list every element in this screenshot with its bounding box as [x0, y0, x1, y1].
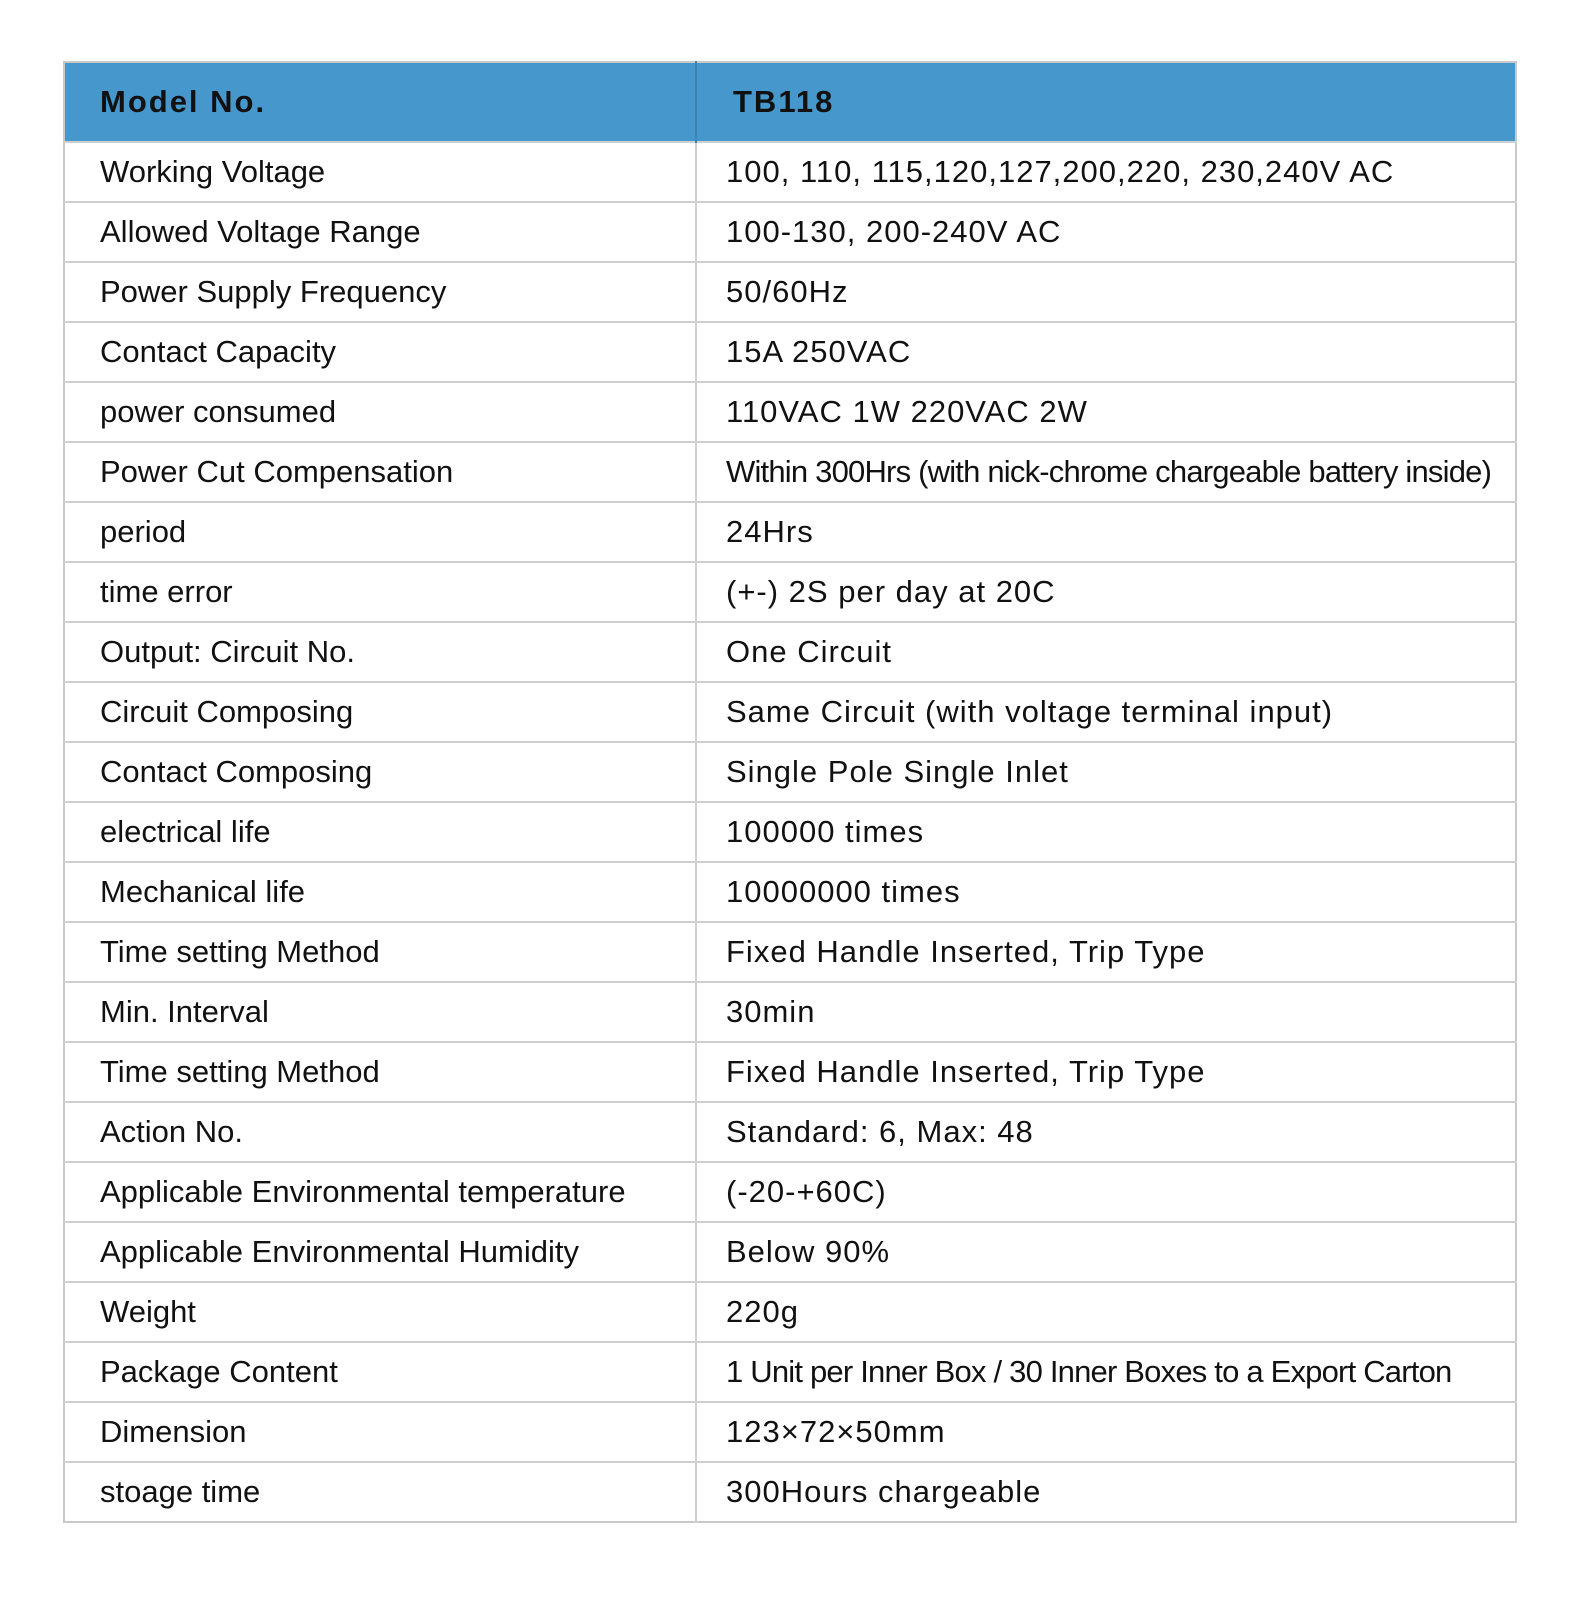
model-no-value: TB118 [696, 62, 1516, 142]
spec-label: Weight [64, 1282, 696, 1342]
spec-label: Contact Capacity [64, 322, 696, 382]
spec-value: 10000000 times [696, 862, 1516, 922]
spec-label: Power Supply Frequency [64, 262, 696, 322]
spec-value: (+-) 2S per day at 20C [696, 562, 1516, 622]
table-row [64, 742, 1516, 802]
spec-value: Same Circuit (with voltage terminal input) [696, 682, 1516, 742]
table-row [64, 802, 1516, 862]
table-row [64, 262, 1516, 322]
table-row [64, 1282, 1516, 1342]
spec-label: Power Cut Compensation [64, 442, 696, 502]
spec-value: Within 300Hrs (with nick-chrome chargeable battery inside) [696, 442, 1516, 502]
table-row [64, 1222, 1516, 1282]
spec-value: Single Pole Single Inlet [696, 742, 1516, 802]
table-row [64, 442, 1516, 502]
spec-table [63, 61, 1517, 1523]
spec-value: One Circuit [696, 622, 1516, 682]
spec-value: 300Hours chargeable [696, 1462, 1516, 1522]
spec-value: 110VAC 1W 220VAC 2W [696, 382, 1516, 442]
table-row [64, 1102, 1516, 1162]
table-row [64, 562, 1516, 622]
spec-label: Mechanical life [64, 862, 696, 922]
spec-label: Working Voltage [64, 142, 696, 202]
spec-value: 30min [696, 982, 1516, 1042]
spec-label: Applicable Environmental temperature [64, 1162, 696, 1222]
spec-label: stoage time [64, 1462, 696, 1522]
table-row [64, 1462, 1516, 1522]
spec-label: electrical life [64, 802, 696, 862]
spec-label: Time setting Method [64, 922, 696, 982]
model-no-label: Model No. [64, 62, 696, 142]
table-row [64, 1402, 1516, 1462]
spec-table-header [64, 62, 1516, 142]
table-row [64, 922, 1516, 982]
spec-value: 24Hrs [696, 502, 1516, 562]
spec-value: 15A 250VAC [696, 322, 1516, 382]
table-row [64, 322, 1516, 382]
spec-label: Output: Circuit No. [64, 622, 696, 682]
spec-label: Min. Interval [64, 982, 696, 1042]
table-row [64, 202, 1516, 262]
table-row [64, 502, 1516, 562]
spec-value: Fixed Handle Inserted, Trip Type [696, 922, 1516, 982]
spec-value: 220g [696, 1282, 1516, 1342]
spec-value: 50/60Hz [696, 262, 1516, 322]
spec-label: Time setting Method [64, 1042, 696, 1102]
spec-value: 100-130, 200-240V AC [696, 202, 1516, 262]
spec-label: Allowed Voltage Range [64, 202, 696, 262]
header-row [64, 62, 1516, 142]
table-row [64, 1042, 1516, 1102]
spec-label: time error [64, 562, 696, 622]
table-row [64, 682, 1516, 742]
spec-value: 100, 110, 115,120,127,200,220, 230,240V AC [696, 142, 1516, 202]
spec-label: Package Content [64, 1342, 696, 1402]
spec-value: Fixed Handle Inserted, Trip Type [696, 1042, 1516, 1102]
spec-value: 1 Unit per Inner Box / 30 Inner Boxes to a Export Carton [696, 1342, 1516, 1402]
spec-label: power consumed [64, 382, 696, 442]
spec-label: period [64, 502, 696, 562]
spec-value: Below 90% [696, 1222, 1516, 1282]
table-row [64, 982, 1516, 1042]
spec-table-body [64, 142, 1516, 1522]
spec-value: 100000 times [696, 802, 1516, 862]
spec-label: Action No. [64, 1102, 696, 1162]
spec-label: Circuit Composing [64, 682, 696, 742]
spec-value: 123×72×50mm [696, 1402, 1516, 1462]
table-row [64, 142, 1516, 202]
spec-value: (-20-+60C) [696, 1162, 1516, 1222]
table-row [64, 1342, 1516, 1402]
spec-label: Dimension [64, 1402, 696, 1462]
table-row [64, 382, 1516, 442]
spec-label: Contact Composing [64, 742, 696, 802]
table-row [64, 1162, 1516, 1222]
table-row [64, 862, 1516, 922]
spec-label: Applicable Environmental Humidity [64, 1222, 696, 1282]
table-row [64, 622, 1516, 682]
spec-value: Standard: 6, Max: 48 [696, 1102, 1516, 1162]
